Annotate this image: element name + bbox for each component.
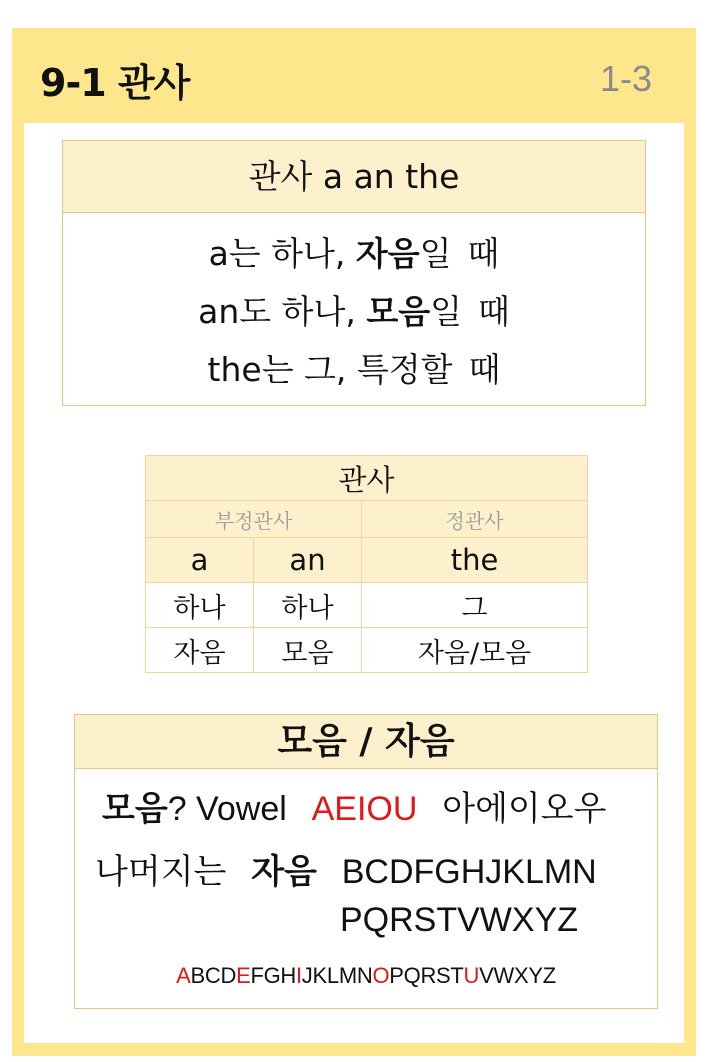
alphabet-letter: X <box>513 963 529 988</box>
table-row <box>146 628 588 673</box>
alphabet-letter: L <box>326 963 339 988</box>
article-rule-title: 관사 a an the <box>63 141 645 213</box>
column-a: a <box>146 538 254 583</box>
rule-line-the: the는 그, 특정할 때 <box>207 350 501 389</box>
alphabet-letter: F <box>250 963 264 988</box>
table-cell: 자음/모음 <box>362 628 588 673</box>
table-cell: 그 <box>362 583 588 628</box>
alphabet-letter: Y <box>528 963 543 988</box>
vowel-consonant-title: 모음 / 자음 <box>75 715 657 769</box>
rule-line-an: an도 하나, 모음일 때 <box>198 292 510 331</box>
table-cell: 하나 <box>254 583 362 628</box>
alphabet-letter: V <box>479 963 494 988</box>
column-an: an <box>254 538 362 583</box>
vowel-consonant-box <box>74 714 658 1009</box>
alphabet-letter: R <box>420 963 437 988</box>
alphabet-letter: E <box>236 963 251 988</box>
article-table <box>145 455 588 673</box>
group-definite: 정관사 <box>362 501 588 538</box>
lesson-title: 9-1 관사 <box>40 61 190 105</box>
alphabet-letter: J <box>301 963 313 988</box>
alphabet-letter: S <box>436 963 451 988</box>
alphabet-letter: N <box>356 963 373 988</box>
page-number: 1-3 <box>599 58 652 99</box>
alphabet-letter: H <box>280 963 296 988</box>
alphabet-letter: A <box>176 963 191 988</box>
table-title: 관사 <box>146 456 588 501</box>
vowel-row: 모음? Vowel AEIOU 아에이오우 <box>102 789 607 829</box>
lesson-card <box>12 28 696 1056</box>
alphabet-letter: W <box>493 963 514 988</box>
column-the: the <box>362 538 588 583</box>
card-content <box>24 123 684 1043</box>
table-cell: 모음 <box>254 628 362 673</box>
table-cell: 하나 <box>146 583 254 628</box>
alphabet-letter: C <box>204 963 221 988</box>
alphabet-letter: I <box>295 963 302 988</box>
alphabet-letter: T <box>450 963 464 988</box>
rule-line-a: a는 하나, 자음일 때 <box>208 234 500 273</box>
vowel-letters: AEIOU <box>311 790 418 828</box>
consonant-row: 나머지는 자음 BCDFGHJKLMN <box>95 852 597 892</box>
alphabet-letter: Z <box>542 963 556 988</box>
alphabet-strip <box>75 963 657 989</box>
alphabet-letter: M <box>338 963 357 988</box>
article-rule-box <box>62 140 646 406</box>
alphabet-letter: G <box>263 963 281 988</box>
alphabet-letter: B <box>190 963 205 988</box>
group-indefinite: 부정관사 <box>146 501 362 538</box>
consonant-row-2: PQRSTVWXYZ <box>340 901 579 939</box>
alphabet-letter: K <box>312 963 327 988</box>
alphabet-letter: O <box>372 963 390 988</box>
table-row <box>146 583 588 628</box>
alphabet-letter: U <box>463 963 480 988</box>
alphabet-letter: Q <box>403 963 421 988</box>
alphabet-letter: D <box>220 963 237 988</box>
alphabet-letter: P <box>389 963 404 988</box>
table-cell: 자음 <box>146 628 254 673</box>
